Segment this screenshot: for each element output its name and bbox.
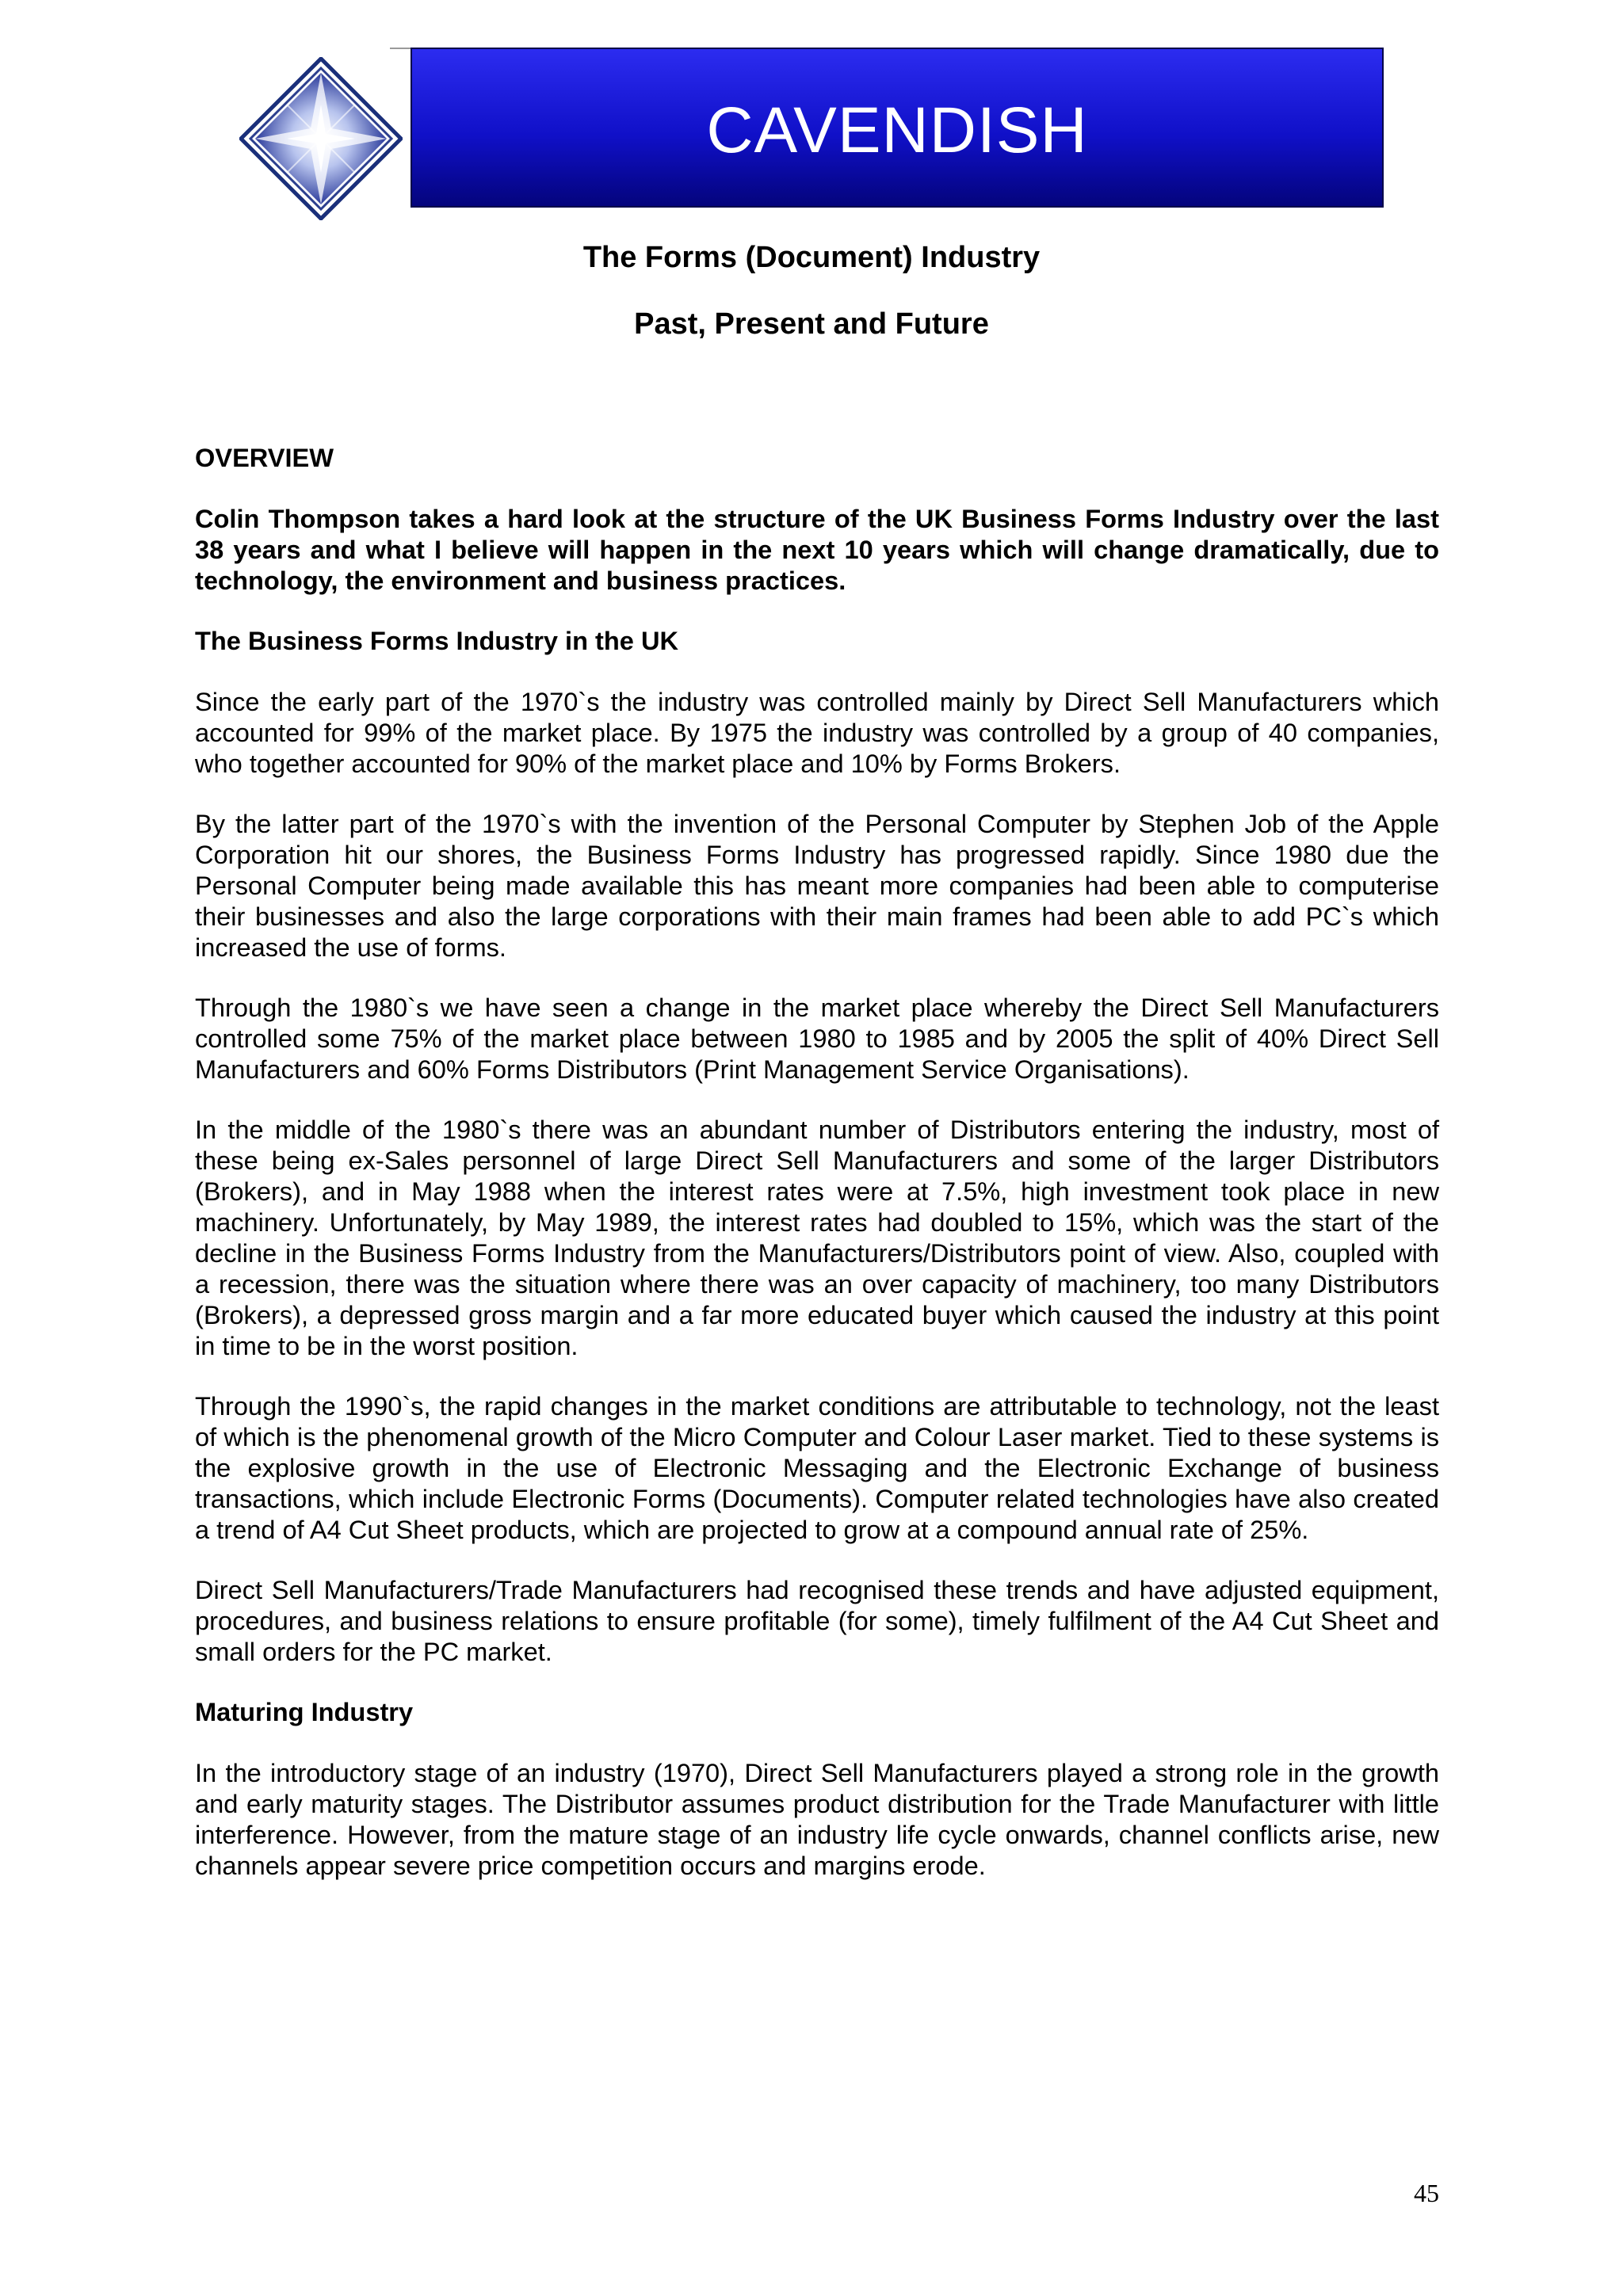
paragraph: Through the 1990`s, the rapid changes in the market conditions are attributable to technology, not the least of which is the phenomenal growth of the Micro Computer and Colour Laser market. Tied to these systems is the explosive growth in the use of Electronic Messaging and the Electronic Exchange of business transactions, which include Electronic Forms (Documents). Computer related technologies have also created a trend of A4 Cut Sheet products, which are projected to grow at a compound annual rate of 25%.: [195, 1391, 1439, 1544]
paragraph: Direct Sell Manufacturers/Trade Manufacturers had recognised these trends and have adjusted equipment, procedures, and business relations to ensure profitable (for some), timely fulfilment of the A4 Cut Sheet and small orders for the PC market.: [195, 1575, 1439, 1666]
diamond-star-logo-icon: [239, 57, 403, 220]
paragraph: In the middle of the 1980`s there was an abundant number of Distributors entering the industry, most of these being ex-Sales personnel of large Direct Sell Manufacturers and some of the larger Distributors (Brokers), and in May 1988 when the interest rates were at 7.5%, high investment took place in new machinery. Unfortunately, by May 1989, the interest rates had doubled to 15%, which was the start of the decline in the Business Forms Industry from the Manufacturers/Distributors point of view. Also, coupled with a recession, there was the situation where there was an over capacity of machinery, too many Distributors (Brokers), a depressed gross margin and a far more educated buyer which caused the industry at this point in time to be in the worst position.: [195, 1115, 1439, 1360]
document-title: The Forms (Document) Industry: [582, 241, 1041, 274]
overview-lead: Colin Thompson takes a hard look at the structure of the UK Business Forms Industry over the last 38 years and what I believe will happen in the next 10 years which will change dramatically, due to technology, the environment and business practices.: [195, 504, 1439, 595]
brand-name: CAVENDISH: [706, 94, 1088, 166]
maturing-industry-heading: Maturing Industry: [195, 1697, 414, 1726]
paragraph: By the latter part of the 1970`s with the invention of the Personal Computer by Stephen Job of the Apple Corporation hit our shores, the Business Forms Industry has progressed rapidly. Since 1980 due the Personal Computer being made available this has meant more companies had been able to computerise their businesses and also the large corporations with their main frames had been able to add PC`s which increased the use of forms.: [195, 809, 1439, 962]
document-subtitle: Past, Present and Future: [634, 307, 989, 341]
article-body: [195, 442, 1439, 1910]
uk-industry-heading: The Business Forms Industry in the UK: [195, 626, 679, 655]
paragraph: Through the 1980`s we have seen a change in the market place whereby the Direct Sell Manufacturers controlled some 75% of the market place between 1980 to 1985 and by 2005 the split of 40% Direct Sell Manufacturers and 60% Forms Distributors (Print Management Service Organisations).: [195, 993, 1439, 1084]
brand-banner: [411, 48, 1384, 208]
page-number: 45: [1414, 2179, 1439, 2207]
paragraph: In the introductory stage of an industry (1970), Direct Sell Manufacturers played a strong role in the growth and early maturity stages. The Distributor assumes product distribution for the Trade Manufacturer with little interference. However, from the mature stage of an industry life cycle onwards, channel conflicts arise, new channels appear severe price competition occurs and margins erode.: [195, 1758, 1439, 1880]
overview-heading: OVERVIEW: [195, 443, 334, 472]
paragraph: Since the early part of the 1970`s the industry was controlled mainly by Direct Sell Manufacturers which accounted for 99% of the market place. By 1975 the industry was controlled by a group of 40 companies, who together accounted for 90% of the market place and 10% by Forms Brokers.: [195, 687, 1439, 778]
